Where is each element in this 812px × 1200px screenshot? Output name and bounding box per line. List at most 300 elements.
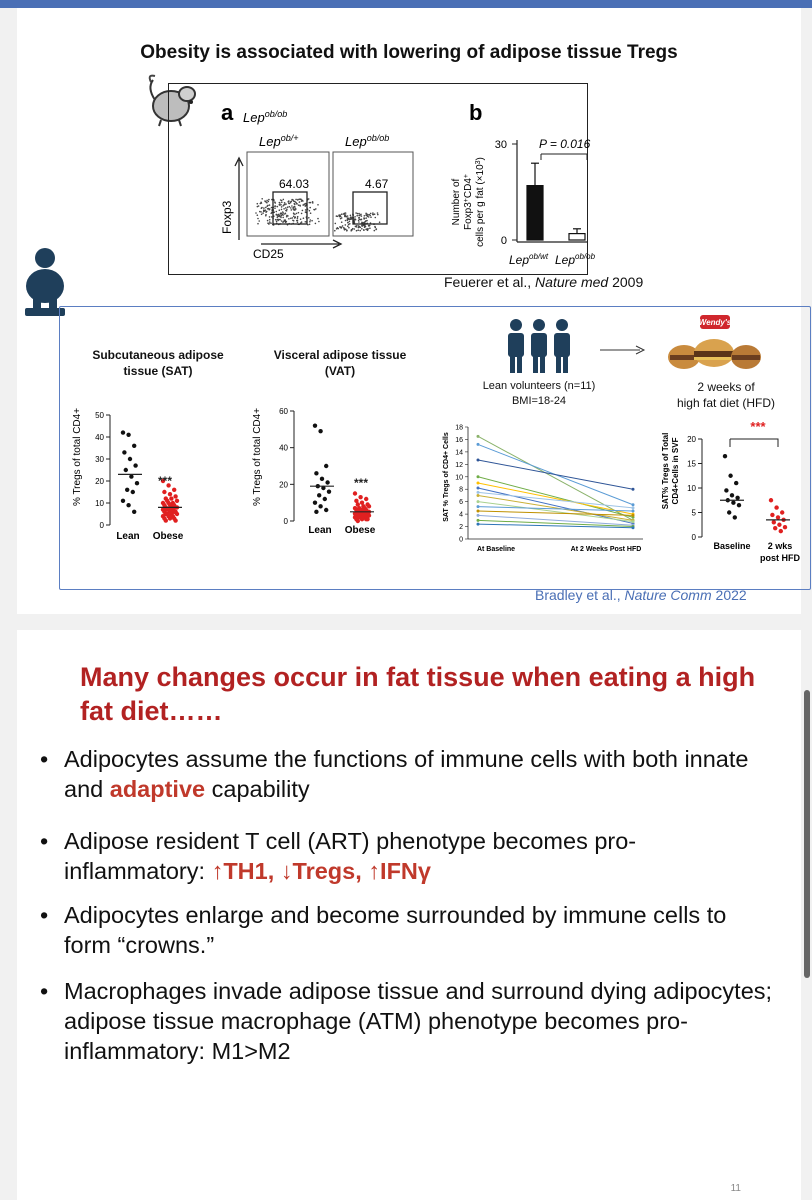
flow-event — [261, 198, 263, 200]
flow-event — [375, 229, 377, 231]
bullet-text: Adipose resident T cell (ART) phenotype becomes pro-inflammatory: ↑TH1, ↓Tregs, ↑IFNγ — [64, 828, 637, 884]
flow-event — [266, 211, 268, 213]
series-line — [478, 483, 633, 514]
data-point — [731, 501, 735, 505]
flow-event — [279, 219, 281, 221]
flow-event — [257, 214, 259, 216]
panel-b-bars — [527, 163, 585, 240]
flow-event — [359, 214, 361, 216]
flow-event — [308, 198, 310, 200]
y-tick-label: 40 — [95, 433, 104, 442]
svf-cat-hfd-2: post HFD — [760, 553, 800, 563]
flow-event — [261, 207, 263, 209]
flow-event — [284, 202, 286, 204]
panel-b-ylabel-2: Foxp3+CD4+ — [463, 174, 474, 230]
data-point — [164, 518, 168, 522]
data-point — [318, 504, 322, 508]
flow-event — [283, 208, 285, 210]
flow-event — [291, 205, 293, 207]
flow-event — [309, 207, 311, 209]
vat-title — [242, 347, 438, 379]
flow-event — [377, 212, 379, 214]
flow-event — [255, 212, 257, 214]
y-tick-label: 4 — [459, 511, 463, 519]
data-point — [734, 481, 738, 485]
y-tick-label: 14 — [455, 449, 463, 457]
fast-food-icon — [666, 313, 762, 375]
flow-event — [312, 201, 314, 203]
flow-event — [297, 221, 299, 223]
flow-event — [300, 218, 302, 220]
data-point — [769, 498, 773, 502]
flow-event — [370, 216, 372, 218]
flow-event — [290, 201, 292, 203]
data-point — [733, 515, 737, 519]
panel-a-x-axis: CD25 — [253, 247, 284, 261]
data-point — [477, 491, 480, 494]
y-tick-label: 30 — [95, 455, 104, 464]
vat-stars: *** — [354, 476, 369, 490]
data-point — [121, 499, 125, 503]
data-point — [358, 495, 362, 499]
flow-event — [294, 206, 296, 208]
data-point — [126, 433, 130, 437]
flow-event — [294, 203, 296, 205]
data-point — [125, 488, 129, 492]
data-point — [730, 493, 734, 497]
data-point — [175, 512, 179, 516]
flow-event — [293, 212, 295, 214]
y-tick-label: 16 — [455, 436, 463, 444]
flow-event — [287, 206, 289, 208]
sat-title-line1: Subcutaneous adipose — [92, 348, 224, 362]
y-tick-label: 10 — [95, 499, 104, 508]
flow-event — [372, 212, 374, 214]
flow-event — [355, 212, 357, 214]
flow-event — [357, 213, 359, 215]
bullet-text: Macrophages invade adipose tissue and surround dying adipocytes; adipose tissue macrophage (ATM) phenotype becomes pro-inflammatory: M1>M2 — [64, 978, 773, 1064]
flow-event — [269, 221, 271, 223]
data-point — [477, 458, 480, 461]
flow-event — [360, 219, 362, 221]
sat-cat-obese: Obese — [152, 531, 184, 542]
flow-event — [277, 206, 279, 208]
vat-cat-lean: Lean — [308, 525, 332, 536]
y-tick-label: 20 — [95, 477, 104, 486]
flow-event — [257, 223, 259, 225]
data-point — [353, 491, 357, 495]
data-point — [477, 519, 480, 522]
data-point — [727, 510, 731, 514]
y-tick-label: 50 — [95, 411, 104, 420]
svf-ylabel-2: CD4+Cells in SVF — [671, 437, 680, 505]
panel-b-cat2: Lep$^{ob/ob}$ — [555, 252, 596, 267]
vat-points — [310, 423, 374, 523]
flow-event — [282, 205, 284, 207]
flow-event — [282, 221, 284, 223]
data-point — [477, 486, 480, 489]
flow-event — [288, 218, 290, 220]
panel-a-y-axis: Foxp3 — [220, 200, 234, 234]
baseline-hfd-line-chart — [438, 419, 648, 559]
flow-event — [265, 215, 267, 217]
data-point — [779, 529, 783, 533]
sat-cat-lean: Lean — [116, 531, 140, 542]
data-point — [126, 503, 130, 507]
y-tick-label: 20 — [687, 435, 696, 444]
volunteers-line2: BMI=18-24 — [511, 395, 567, 407]
slide-1 — [17, 8, 801, 614]
data-point — [783, 525, 787, 529]
flow-event — [358, 217, 360, 219]
flow-event — [276, 211, 278, 213]
y-tick-label: 0 — [691, 533, 696, 542]
y-tick-label: 10 — [455, 474, 463, 482]
flow-event — [285, 221, 287, 223]
data-point — [477, 475, 480, 478]
y-tick-label: 60 — [279, 407, 288, 416]
data-point — [723, 454, 727, 458]
flow-event — [367, 228, 369, 230]
sat-stars: *** — [158, 474, 173, 488]
volunteers-line1: Lean volunteers (n=11) — [482, 380, 596, 392]
flow-event — [265, 207, 267, 209]
citation-author: Bradley et al., — [535, 587, 625, 603]
data-point — [173, 494, 177, 498]
data-point — [131, 490, 135, 494]
flow-event — [281, 220, 283, 222]
vat-cat-obese: Obese — [344, 525, 376, 536]
flow-event — [299, 205, 301, 207]
data-point — [477, 435, 480, 438]
flow-and-bar-figure — [169, 84, 596, 276]
citation-bradley — [535, 587, 747, 603]
line-chart-x1: At Baseline — [476, 546, 516, 553]
flow-event — [364, 215, 366, 217]
flow-event — [298, 204, 300, 206]
flow-event — [341, 213, 343, 215]
citation-year: 2022 — [711, 587, 747, 603]
data-point — [324, 508, 328, 512]
flow-event — [280, 212, 282, 214]
volunteers-text — [474, 379, 604, 409]
sat-title-line2: tissue (SAT) — [123, 364, 193, 378]
slide-title: Obesity is associated with lowering of adipose tissue Tregs — [140, 42, 678, 63]
data-point — [737, 503, 741, 507]
vat-title-line1: Visceral adipose tissue — [273, 348, 407, 362]
figure-panel-feuerer — [168, 83, 596, 275]
bullet-item — [40, 900, 780, 962]
flow-event — [282, 217, 284, 219]
flow-event — [288, 203, 290, 205]
flow-event — [354, 228, 356, 230]
data-point — [121, 430, 125, 434]
flow-event — [358, 225, 360, 227]
flow-event — [340, 218, 342, 220]
line-chart-lines — [477, 435, 635, 529]
flow-event — [274, 207, 276, 209]
flow-event — [263, 211, 265, 213]
flow-event — [375, 227, 377, 229]
flow-event — [345, 220, 347, 222]
flow-event — [347, 218, 349, 220]
bullet-text: Adipocytes assume the functions of immune cells with both innate and adaptive capability — [64, 746, 749, 802]
flow-event — [277, 215, 279, 217]
flow-event — [342, 225, 344, 227]
data-point — [162, 490, 166, 494]
flow-event — [280, 217, 282, 219]
flow-event — [343, 213, 345, 215]
flow-event — [368, 216, 370, 218]
flow-event — [286, 216, 288, 218]
data-point — [477, 510, 480, 513]
flow-event — [309, 221, 311, 223]
data-point — [314, 510, 318, 514]
flow-event — [298, 212, 300, 214]
flow-event — [365, 217, 367, 219]
data-point — [632, 503, 635, 506]
citation-year: 2009 — [608, 274, 644, 290]
bullet-text: Adipocytes enlarge and become surrounded by immune cells to form “crowns.” — [64, 902, 727, 958]
flow-event — [310, 212, 312, 214]
data-point — [360, 517, 364, 521]
citation-feuerer — [444, 274, 643, 290]
data-point — [128, 457, 132, 461]
data-point — [724, 488, 728, 492]
flow-event — [258, 205, 260, 207]
flow-event — [355, 219, 357, 221]
arrow-right-icon — [600, 345, 646, 355]
figure-panel-bradley — [59, 306, 811, 590]
flow-event — [294, 217, 296, 219]
flow-event — [263, 207, 265, 209]
flow-event — [271, 216, 273, 218]
flow-event — [361, 222, 363, 224]
flow-event — [293, 216, 295, 218]
data-point — [477, 494, 480, 497]
flow-event — [313, 209, 315, 211]
bullet-item — [40, 744, 780, 806]
flow-event — [283, 212, 285, 214]
flow-event — [276, 214, 278, 216]
flow-event — [358, 213, 360, 215]
data-point — [477, 443, 480, 446]
flow-event — [377, 214, 379, 216]
flow-event — [275, 202, 277, 204]
panel-b-tick-top: 30 — [494, 139, 507, 151]
flow-event — [361, 228, 363, 230]
y-tick-label: 0 — [283, 517, 288, 526]
sat-chart — [68, 397, 228, 547]
y-tick-label: 40 — [279, 443, 288, 453]
flow-event — [361, 225, 363, 227]
data-point — [367, 504, 371, 508]
flow-event — [301, 200, 303, 202]
vat-title-line2: (VAT) — [324, 364, 356, 378]
vat-ylabel: % Tregs of total CD4+ — [252, 407, 263, 507]
flow-event — [261, 214, 263, 216]
vat-axis — [279, 407, 294, 526]
flow-event — [337, 216, 339, 218]
data-point — [133, 463, 137, 467]
flow-event — [284, 219, 286, 221]
data-point — [122, 450, 126, 454]
y-tick-label: 8 — [459, 486, 463, 494]
data-point — [323, 497, 327, 501]
flow-event — [360, 227, 362, 229]
citation-journal: Nature Comm — [624, 587, 712, 603]
bar — [569, 234, 585, 240]
data-point — [770, 513, 774, 517]
flow-event — [336, 228, 338, 230]
flow-event — [262, 212, 264, 214]
flow-event — [275, 219, 277, 221]
flow-event — [291, 209, 293, 211]
panel-a-letter: a — [221, 100, 234, 125]
flow-event — [279, 209, 281, 211]
flow-event — [348, 227, 350, 229]
data-point — [632, 520, 635, 523]
data-point — [477, 505, 480, 508]
flow-event — [379, 221, 381, 223]
data-point — [320, 477, 324, 481]
data-point — [356, 519, 360, 523]
flow-event — [358, 227, 360, 229]
series-line — [478, 460, 633, 489]
flow-event — [258, 220, 260, 222]
sat-points — [118, 430, 182, 522]
data-point — [132, 444, 136, 448]
flow-event — [374, 230, 376, 232]
y-tick-label: 6 — [459, 499, 463, 507]
data-point — [773, 526, 777, 530]
y-tick-label: 0 — [99, 521, 104, 530]
flow-event — [369, 227, 371, 229]
panel-a-header: Lep$^{ob/ob}$ — [243, 109, 288, 125]
citation-author: Feuerer et al., — [444, 274, 536, 290]
flow-event — [265, 201, 267, 203]
flow-event — [311, 220, 313, 222]
page-number: 11 — [730, 1183, 741, 1194]
flow-event — [284, 213, 286, 215]
flow-event — [295, 199, 297, 201]
flow-event — [346, 230, 348, 232]
flow-event — [354, 216, 356, 218]
data-point — [477, 482, 480, 485]
flow-event — [269, 204, 271, 206]
data-point — [313, 500, 317, 504]
data-point — [129, 474, 133, 478]
data-point — [365, 517, 369, 521]
data-point — [172, 488, 176, 492]
flow-event — [294, 209, 296, 211]
flow-event — [257, 203, 259, 205]
flow-event — [345, 224, 347, 226]
flow-event — [288, 200, 290, 202]
data-point — [318, 429, 322, 433]
bullet-dot: • — [40, 746, 49, 772]
flow-event — [305, 209, 307, 211]
flow-event — [361, 215, 363, 217]
data-point — [632, 510, 635, 513]
flow-event — [305, 203, 307, 205]
bullet-item — [40, 826, 780, 888]
data-point — [169, 496, 173, 500]
flow-event — [317, 218, 319, 220]
flow-event — [292, 217, 294, 219]
flow-event — [356, 215, 358, 217]
flow-event — [267, 220, 269, 222]
bullet-item — [40, 976, 780, 1070]
flow-event — [281, 202, 283, 204]
flow-event — [373, 214, 375, 216]
flow-event — [285, 207, 287, 209]
line-chart-x2: At 2 Weeks Post HFD — [570, 546, 642, 553]
panel-a-right-label: Lep$^{ob/ob}$ — [345, 133, 390, 149]
data-point — [477, 514, 480, 517]
flow-event — [268, 199, 270, 201]
flow-event — [359, 230, 361, 232]
volunteers-icon — [506, 317, 572, 375]
flow-event — [365, 220, 367, 222]
y-tick-label: 18 — [455, 424, 463, 432]
flow-event — [297, 216, 299, 218]
flow-event — [334, 230, 336, 232]
data-point — [776, 515, 780, 519]
flow-event — [257, 218, 259, 220]
panel-b-p-value: P = 0.016 — [539, 137, 591, 151]
flow-event — [299, 198, 301, 200]
slide-2 — [17, 630, 801, 1200]
data-point — [124, 468, 128, 472]
flow-event — [349, 221, 351, 223]
flow-event — [297, 217, 299, 219]
flow-event — [296, 203, 298, 205]
data-point — [364, 497, 368, 501]
flow-event — [308, 217, 310, 219]
scrollbar-thumb[interactable] — [804, 690, 810, 978]
data-point — [632, 514, 635, 517]
flow-event — [351, 229, 353, 231]
data-point — [477, 500, 480, 503]
flow-event — [341, 221, 343, 223]
data-point — [735, 496, 739, 500]
data-point — [780, 510, 784, 514]
flow-event — [305, 221, 307, 223]
y-tick-label: 15 — [687, 459, 696, 469]
flow-event — [289, 206, 291, 208]
flow-event — [268, 201, 270, 203]
flow-event — [345, 216, 347, 218]
flow-event — [284, 204, 286, 206]
flow-event — [268, 208, 270, 210]
bullet-dot: • — [40, 902, 49, 928]
data-point — [173, 518, 177, 522]
flow-event — [290, 218, 292, 220]
flow-event — [291, 199, 293, 201]
data-point — [168, 516, 172, 520]
flow-event — [341, 226, 343, 228]
flow-event — [358, 221, 360, 223]
svf-axis — [687, 435, 702, 542]
data-point — [477, 523, 480, 526]
flow-event — [276, 221, 278, 223]
flow-event — [347, 222, 349, 224]
flow-event — [343, 228, 345, 230]
panel-b-cat1: Lep$^{ob/wt}$ — [509, 252, 549, 267]
vat-chart — [248, 397, 408, 547]
svf-chart — [658, 419, 808, 569]
